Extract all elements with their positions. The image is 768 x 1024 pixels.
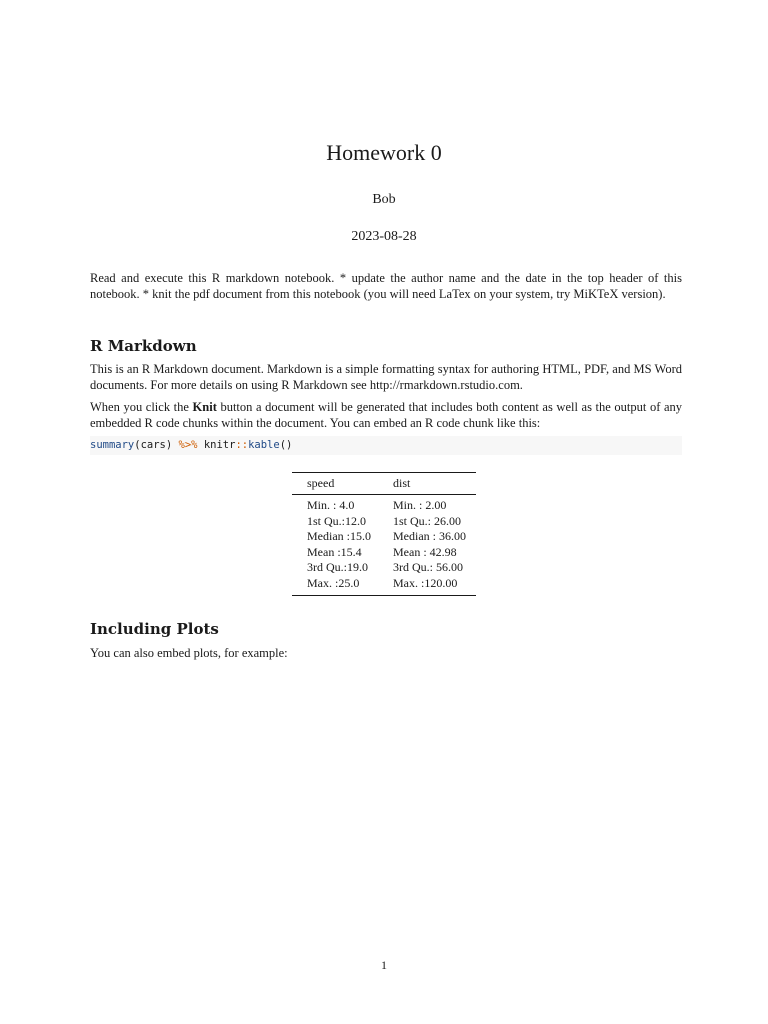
table-header-row bbox=[292, 473, 476, 495]
table-row bbox=[292, 529, 476, 545]
table-cell: Max. :120.00 bbox=[393, 575, 458, 590]
table-row bbox=[292, 545, 476, 561]
table-cell: Median :15.0 bbox=[307, 529, 371, 544]
table-cell: 3rd Qu.: 56.00 bbox=[393, 560, 463, 575]
markdown-paragraph: This is an R Markdown document. Markdown is a simple formatting syntax for authoring HTML, PDF, and MS Word documents. For more details on using R Markdown see http://rmarkdown.rstudio.com. bbox=[90, 362, 682, 392]
page-number: 1 bbox=[381, 958, 387, 972]
table-row bbox=[292, 560, 476, 576]
table-body bbox=[292, 495, 476, 595]
table-cell: 1st Qu.: 26.00 bbox=[393, 513, 462, 528]
table-row bbox=[292, 576, 476, 592]
table-cell: Min. : 4.0 bbox=[307, 498, 355, 512]
code-argument: (cars) bbox=[134, 439, 179, 451]
intro-paragraph: Read and execute this R markdown notebook. * update the author name and the date in the top header of this notebook. * knit the pdf document from this notebook (you will need LaTex on your system, try MiKTeX version). bbox=[90, 271, 682, 301]
table-cell: Mean :15.4 bbox=[307, 544, 362, 559]
table-cell: Min. : 2.00 bbox=[393, 498, 447, 512]
code-chunk bbox=[90, 436, 682, 455]
plots-paragraph: You can also embed plots, for example: bbox=[90, 646, 288, 660]
document-date: 2023-08-28 bbox=[351, 229, 417, 244]
table-cell: Max. :25.0 bbox=[307, 575, 360, 590]
table-header-dist: dist bbox=[393, 476, 411, 490]
code-function-kable: kable bbox=[248, 439, 280, 451]
table-row bbox=[292, 498, 476, 514]
knit-bold-word: Knit bbox=[192, 400, 217, 414]
knit-text-before: When you click the bbox=[90, 400, 193, 414]
code-package: knitr bbox=[197, 439, 236, 451]
knit-paragraph bbox=[90, 400, 682, 431]
table-cell: Mean : 42.98 bbox=[393, 544, 457, 559]
code-close-paren: () bbox=[279, 439, 293, 451]
summary-table bbox=[292, 472, 476, 596]
code-pipe-operator: %>% bbox=[178, 439, 198, 451]
table-cell: 1st Qu.:12.0 bbox=[307, 513, 367, 528]
code-namespace-operator: :: bbox=[235, 439, 249, 451]
table-cell: 3rd Qu.:19.0 bbox=[307, 560, 368, 575]
document-title: Homework 0 bbox=[326, 140, 442, 165]
code-function-summary: summary bbox=[90, 439, 135, 451]
section-heading-including-plots: Including Plots bbox=[90, 620, 219, 638]
table-cell: Median : 36.00 bbox=[393, 529, 466, 544]
table-header-speed: speed bbox=[307, 476, 335, 490]
document-author: Bob bbox=[372, 192, 396, 207]
knit-text-after: button a document will be generated that includes both content as well as the output of any embedded R code chunks within the document. You can embed an R code chunk like this: bbox=[90, 400, 682, 430]
table-row bbox=[292, 514, 476, 530]
section-heading-r-markdown: R Markdown bbox=[90, 337, 197, 355]
